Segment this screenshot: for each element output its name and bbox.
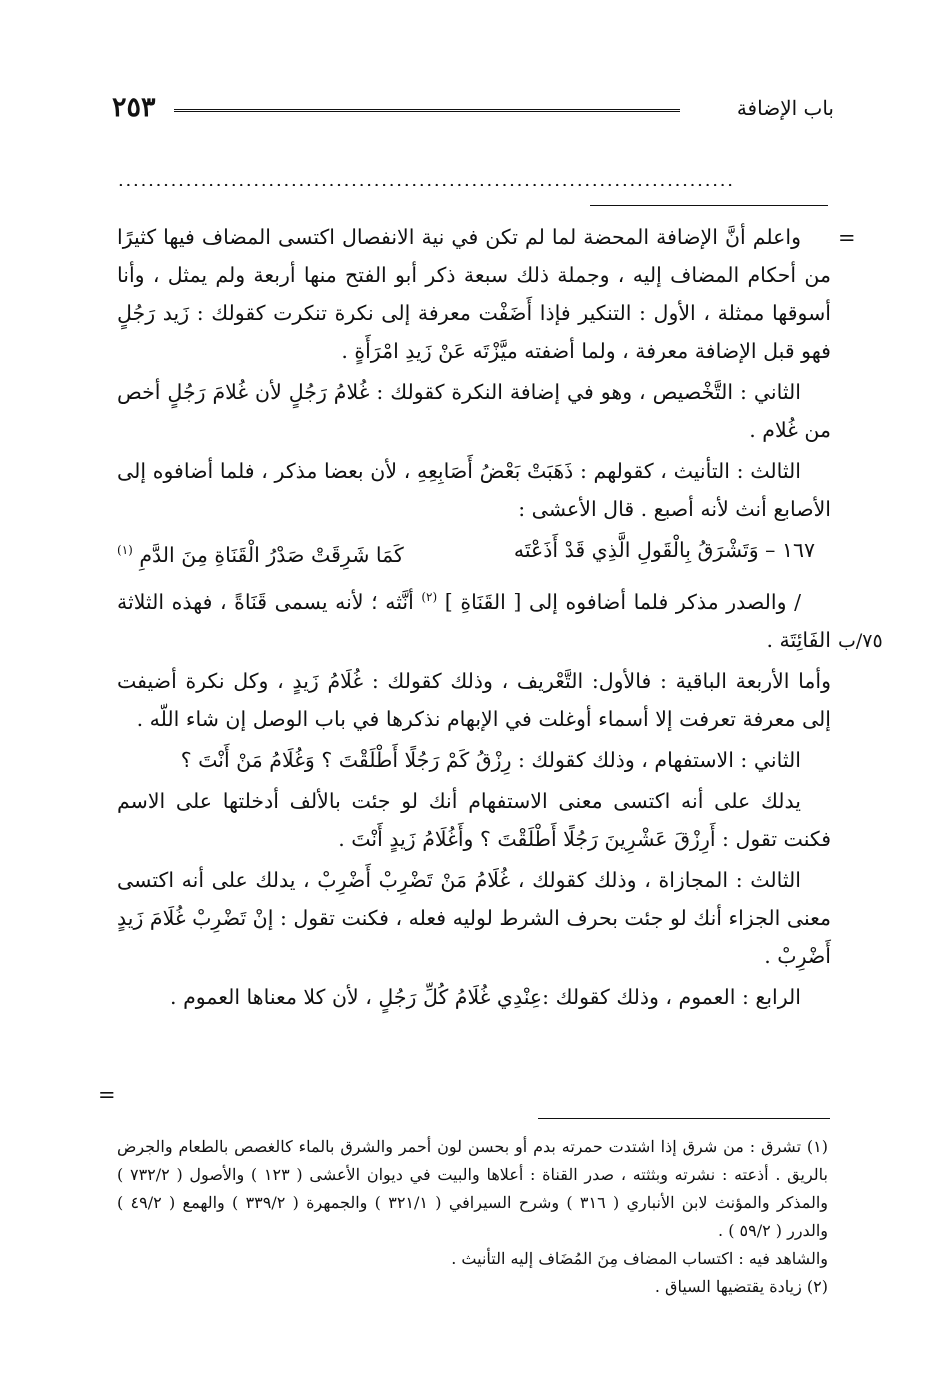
footnotes [117, 1133, 828, 1301]
paragraph: الثالث : التأنيث ، كقولهم : ذَهَبَتْ بَعْضُ أَصَابِعِهِ ، لأن بعضا مذكر ، فلما أضافوه إلى الأصابع أنث لأنه أصبع . قال الأعشى : [117, 459, 831, 521]
paragraph [117, 578, 831, 659]
paragraph: واعلم أنَّ الإضافة المحضة لما لم تكن في نية الانفصال اكتسى المضاف فيها كثيرًا من أحكام المضاف إليه ، وجملة ذلك سبعة ذكر أبو الفتح منها أربعة ولم يمثل ، وأنا أسوقها ممثلة ، الأول : التنكير فإذا أَضَفْت معرفة إلى نكرة تنكرت كقولك : زَيد رَجُلٍ فهو قبل الإضافة معرفة ، ولما أضفته ميَّزْتَه عَنْ زَيدِ امْرَأَةٍ . [117, 225, 831, 363]
separator-line [590, 205, 828, 206]
verse-number: ١٦٧ – [765, 538, 815, 562]
verse-hemistich-2: كَمَا شَرِقَتْ صَدْرُ الْقَنَاةِ مِنَ الدَّمِ [139, 542, 404, 567]
footnote: (١) تشرق : من شرق إذا اشتدت حمرته بدم أو بحسن لون أحمر والشرق بالماء كالغصص بالطعام والجرض بالريق . أذعته : نشرته وبثثته ، صدر القناة : أعلاها والبيت في ديوان الأعشى ( ١٢٣ ) والأصول ( ٧٣٢/٢ ) والمذكر والمؤنث لابن الأنباري ( ٣١٦ ) وشرح السيرافي ( ٣٢١/١ ) والجمهرة ( ٣٣٩/٢ ) والهمع ( ٤٩/٢ ) والدرر ( ٥٩/٢ ) . [117, 1137, 829, 1240]
paragraph-text: أنَّثه ؛ لأنه يسمى قَنَاةً ، فهذه الثلاثة الفَائِتَة . [117, 589, 831, 652]
verse-second-half [117, 531, 404, 574]
header-rule [174, 109, 680, 112]
footnote-ref: (٢) [421, 589, 438, 604]
continuation-mark-bottom: = [98, 1083, 116, 1107]
continuation-mark-top: = [838, 226, 856, 250]
paragraph: وأما الأربعة الباقية : فالأول: التَّعْريف ، وذلك كقولك : غُلَامُ زَيدٍ ، وكل نكرة أضيفت إلى معرفة تعرفت إلا أسماء أوغلت في الإبهام نذكرها في باب الوصل إن شاء اللّه . [117, 668, 831, 731]
footnote-ref: (١) [117, 543, 133, 557]
dotted-separator: .................................................................................. [118, 170, 735, 186]
footnote: (٢) زيادة يقتضيها السياق . [654, 1277, 828, 1296]
page-header [112, 92, 834, 128]
paragraph: الثاني : الاستفهام ، وذلك كقولك : رِزْقُ كَمْ رَجُلًا أَطْلَقْتَ ؟ وَغُلَامُ مَنْ أَنْتَ ؟ [180, 747, 801, 772]
footnote: والشاهد فيه : اكتساب المضاف مِنَ المُضَاف إليه التأنيث . [451, 1249, 828, 1268]
poetry-verse [117, 531, 831, 574]
paragraph: الثالث : المجازاة ، وذلك كقولك ، غُلَامُ مَنْ تَضْرِبْ أَضْرِبْ ، يدلك على أنه اكتسى معنى الجزاء أنك لو جئت بحرف الشرط لوليه فعله ، فكنت تقول : إنْ تَضْرِبْ غُلَامَ زَيدٍ أَضْرِبْ . [117, 867, 831, 968]
paragraph: يدلك على أنه اكتسى معنى الاستفهام أنك لو جئت بالألف أدخلتها على الاسم فكنت تقول : أَرِزْقَ عَشْرِينَ رَجُلًا أَطْلَقْتَ ؟ وأَغُلَامُ زَيدٍ أَنْتَ . [117, 788, 831, 851]
paragraph-text: / والصدر مذكر فلما أضافوه إلى [ القَنَاةِ ] [444, 589, 801, 614]
chapter-title: باب الإضافة [736, 96, 834, 120]
footnote-rule [538, 1118, 830, 1119]
folio-reference: ٧٥/ب [838, 630, 883, 652]
paragraph: الثاني : التَّخْصيص ، وهو في إضافة النكرة كقولك : غُلامُ رَجُلٍ لأن غُلامَ رَجُلٍ أخص من غُلام . [117, 380, 831, 442]
paragraph: الرابع : العموم ، وذلك كقولك :عِنْدِي غُلَامُ كُلِّ رَجُلٍ ، لأن كلا معناها العموم . [170, 984, 801, 1009]
verse-first-half [514, 531, 815, 574]
page-number: ٢٥٣ [112, 92, 156, 123]
main-text [117, 218, 831, 1019]
verse-hemistich-1: وَتَشْرَقُ بِالْقَولِ الَّذِي قَدْ أَذَعْتَه [513, 538, 759, 562]
